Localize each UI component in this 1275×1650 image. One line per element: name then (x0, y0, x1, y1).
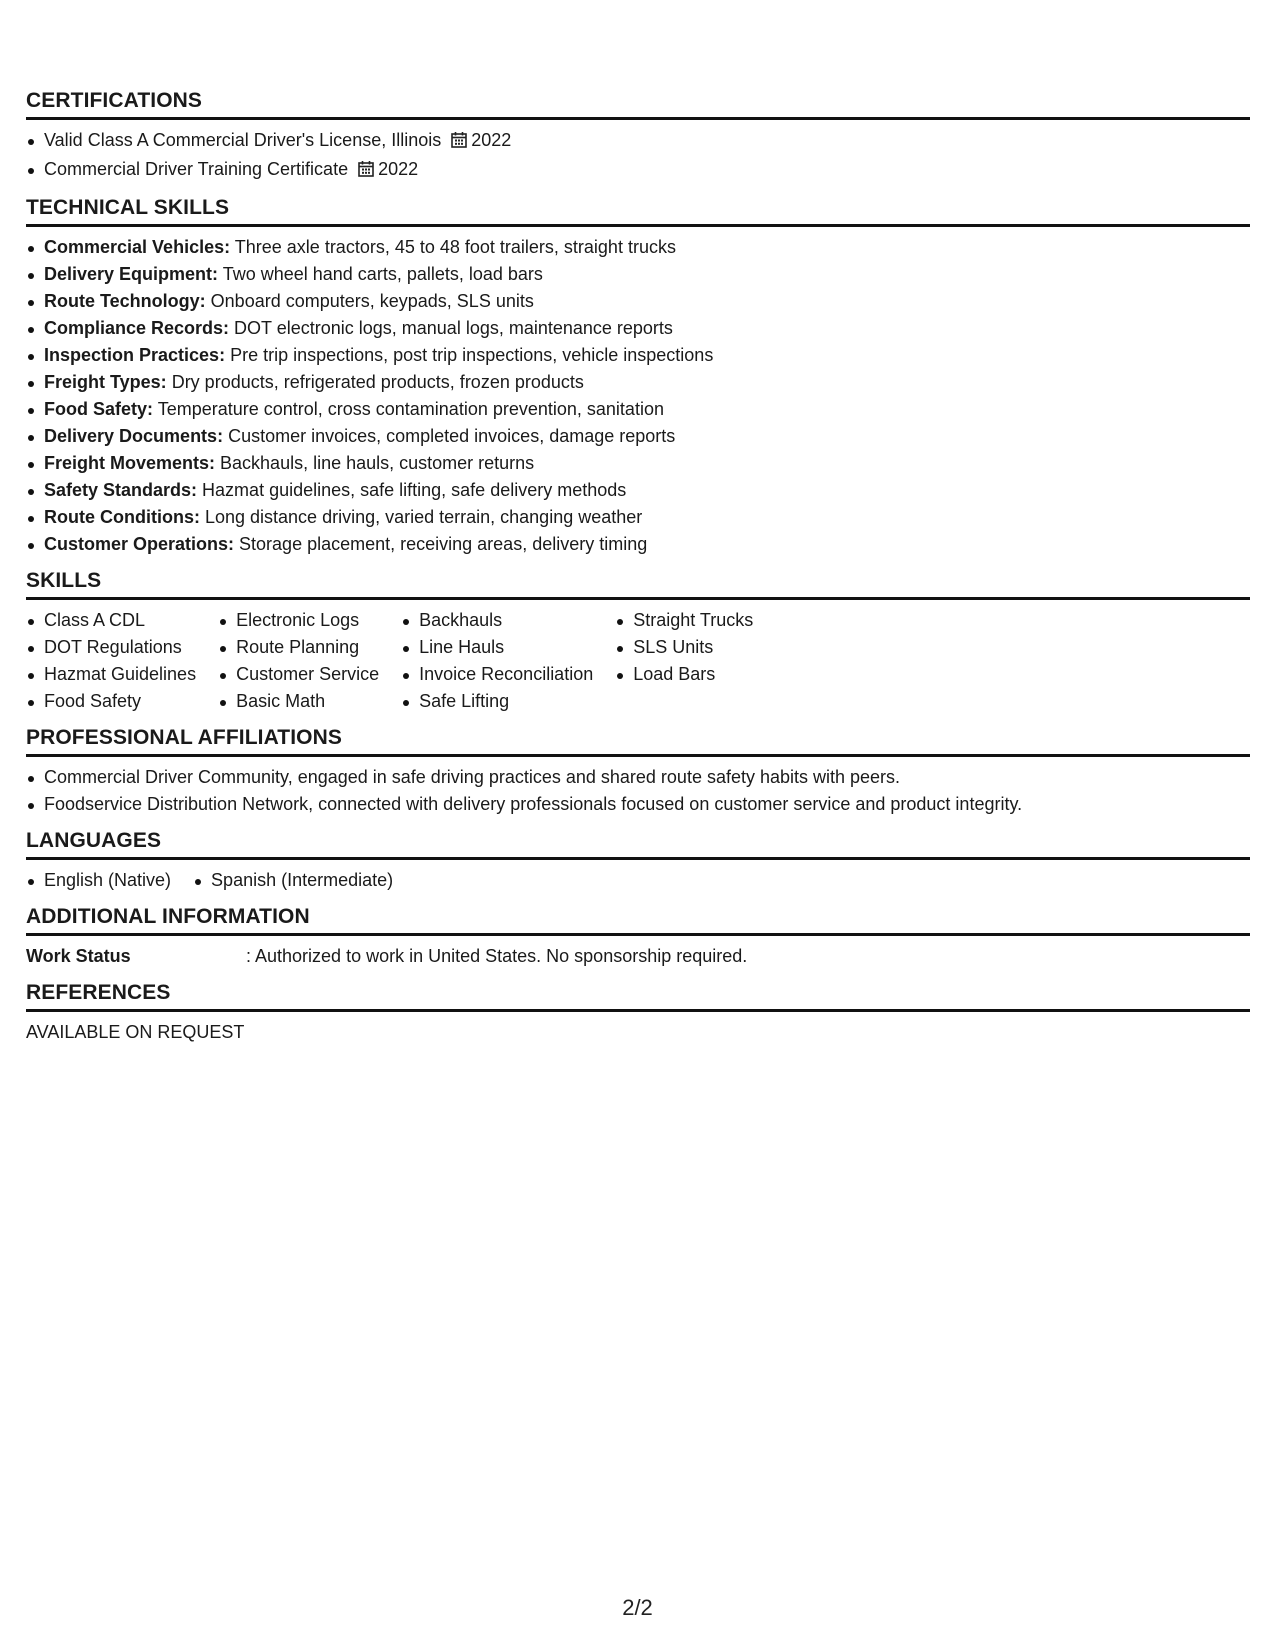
skill-term: Customer Operations: (44, 534, 235, 554)
certification-text: Commercial Driver Training Certificate (44, 159, 349, 179)
language-item: English (Native) (26, 867, 171, 894)
skill-desc: Onboard computers, keypads, SLS units (205, 291, 534, 311)
skill-desc: Two wheel hand carts, pallets, load bars (218, 264, 543, 284)
technical-skill-item (26, 423, 1250, 450)
skills-column (26, 607, 196, 715)
skill-desc: Dry products, refrigerated products, frozen products (166, 372, 584, 392)
technical-skill-item (26, 342, 1250, 369)
skill-desc: Customer invoices, completed invoices, damage reports (223, 426, 676, 446)
skill-term: Safety Standards: (44, 480, 198, 500)
certification-year: 2022 (471, 130, 512, 150)
certification-year: 2022 (378, 159, 419, 179)
skill-term: Freight Types: (44, 372, 167, 392)
skill-term: Route Technology: (44, 291, 206, 311)
work-status-value: : Authorized to work in United States. No sponsorship required. (246, 946, 748, 966)
technical-skill-item (26, 234, 1250, 261)
languages-list (26, 867, 1250, 894)
references-section (26, 980, 1250, 1046)
skill-term: Delivery Equipment: (44, 264, 219, 284)
technical-skill-item (26, 477, 1250, 504)
certification-item (26, 127, 1250, 156)
skill-item: Class A CDL (26, 607, 196, 634)
technical-skill-item (26, 450, 1250, 477)
skill-item: Straight Trucks (615, 607, 753, 634)
skill-item: Basic Math (218, 688, 379, 715)
skill-term: Compliance Records: (44, 318, 230, 338)
technical-skills-list (26, 234, 1250, 558)
section-title-additional-info: ADDITIONAL INFORMATION (26, 904, 1250, 936)
skill-desc: Three axle tractors, 45 to 48 foot trailers, straight trucks (230, 237, 676, 257)
calendar-icon (358, 158, 374, 185)
skill-item: Customer Service (218, 661, 379, 688)
additional-info-section (26, 904, 1250, 970)
skill-desc: Pre trip inspections, post trip inspections, vehicle inspections (225, 345, 714, 365)
skill-item: Food Safety (26, 688, 196, 715)
technical-skill-item (26, 531, 1250, 558)
certifications-section (26, 88, 1250, 185)
skill-item: Safe Lifting (401, 688, 593, 715)
affiliation-item: Commercial Driver Community, engaged in safe driving practices and shared route safety habits with peers. (26, 764, 1250, 791)
technical-skill-item (26, 369, 1250, 396)
technical-skill-item (26, 315, 1250, 342)
skills-column (615, 607, 753, 715)
skill-item: Invoice Reconciliation (401, 661, 593, 688)
skill-item: Electronic Logs (218, 607, 379, 634)
skill-item: Load Bars (615, 661, 753, 688)
language-item: Spanish (Intermediate) (193, 867, 393, 894)
skill-term: Freight Movements: (44, 453, 216, 473)
affiliations-list (26, 764, 1250, 818)
skill-desc: Hazmat guidelines, safe lifting, safe delivery methods (197, 480, 627, 500)
skill-item: Line Hauls (401, 634, 593, 661)
section-title-affiliations: PROFESSIONAL AFFILIATIONS (26, 725, 1250, 757)
skill-item: SLS Units (615, 634, 753, 661)
references-text: AVAILABLE ON REQUEST (26, 1022, 245, 1042)
certification-text: Valid Class A Commercial Driver's License, Illinois (44, 130, 442, 150)
work-status-row (26, 943, 1250, 970)
section-title-certifications: CERTIFICATIONS (26, 88, 1250, 120)
section-title-languages: LANGUAGES (26, 828, 1250, 860)
technical-skill-item (26, 396, 1250, 423)
technical-skill-item (26, 288, 1250, 315)
skill-item: Hazmat Guidelines (26, 661, 196, 688)
skill-item: Backhauls (401, 607, 593, 634)
technical-skills-section (26, 195, 1250, 558)
skill-desc: Long distance driving, varied terrain, changing weather (199, 507, 643, 527)
skill-item: Route Planning (218, 634, 379, 661)
skill-desc: Backhauls, line hauls, customer returns (215, 453, 535, 473)
work-status-label: Work Status (26, 946, 131, 966)
certification-item (26, 156, 1250, 185)
skills-section (26, 568, 1250, 715)
certifications-list (26, 127, 1250, 185)
skill-desc: DOT electronic logs, manual logs, maintenance reports (229, 318, 673, 338)
resume-page (26, 88, 1250, 1056)
skill-term: Delivery Documents: (44, 426, 224, 446)
skill-term: Inspection Practices: (44, 345, 226, 365)
technical-skill-item (26, 504, 1250, 531)
section-title-references: REFERENCES (26, 980, 1250, 1012)
languages-section (26, 828, 1250, 894)
section-title-technical-skills: TECHNICAL SKILLS (26, 195, 1250, 227)
skills-grid (26, 607, 1250, 715)
page-number: 2/2 (622, 1595, 653, 1620)
skill-term: Food Safety: (44, 399, 154, 419)
skills-column (401, 607, 593, 715)
skills-column (218, 607, 379, 715)
skill-desc: Storage placement, receiving areas, delivery timing (234, 534, 648, 554)
affiliation-item: Foodservice Distribution Network, connected with delivery professionals focused on customer service and product integrity. (26, 791, 1250, 818)
affiliations-section (26, 725, 1250, 818)
calendar-icon (451, 129, 467, 156)
section-title-skills: SKILLS (26, 568, 1250, 600)
skill-term: Route Conditions: (44, 507, 200, 527)
skill-item: DOT Regulations (26, 634, 196, 661)
skill-term: Commercial Vehicles: (44, 237, 231, 257)
technical-skill-item (26, 261, 1250, 288)
skill-desc: Temperature control, cross contamination prevention, sanitation (153, 399, 664, 419)
